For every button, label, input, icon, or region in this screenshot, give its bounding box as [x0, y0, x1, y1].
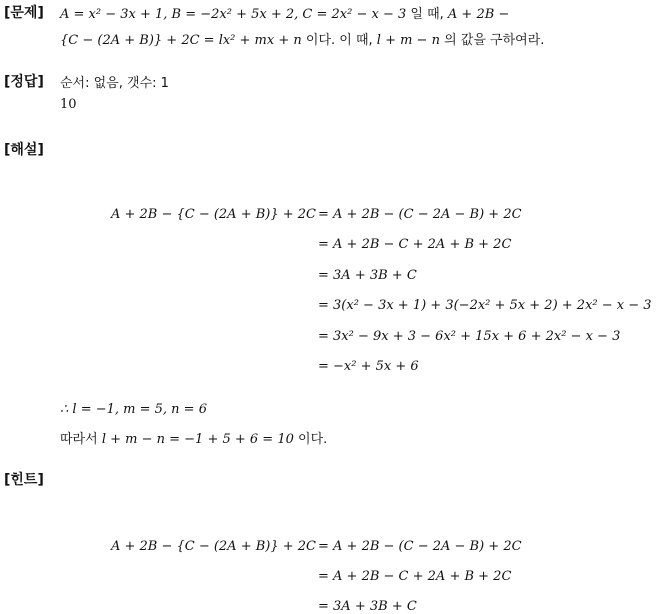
solution-lhs: A + 2B − {C − (2A + B)} + 2C	[110, 207, 316, 222]
problem-target-expression: l + m − n	[376, 33, 440, 48]
problem-line-1	[60, 3, 509, 22]
problem-connector-text: 일 때,	[406, 7, 448, 22]
hint-step: = A + 2B − (C − 2A − B) + 2C	[318, 539, 522, 554]
hint-step: = 3A + 3B + C	[318, 599, 417, 614]
solution-step: = −x² + 5x + 6	[318, 359, 419, 374]
problem-expression-start: A + 2B −	[447, 7, 510, 22]
solution-step: = 3x² − 9x + 3 − 6x² + 15x + 6 + 2x² − x − 3	[318, 329, 621, 344]
solution-step: = A + 2B − (C − 2A − B) + 2C	[318, 207, 522, 222]
solution-step: = 3(x² − 3x + 1) + 3(−2x² + 5x + 2) + 2x² − x − 3	[318, 298, 652, 313]
answer-label: [정답]	[4, 74, 44, 90]
conclusion-suffix: 이다.	[293, 432, 328, 447]
problem-given-expressions: A = x² − 3x + 1, B = −2x² + 5x + 2, C = 2x² − x − 3	[60, 7, 407, 22]
solution-step: = 3A + 3B + C	[318, 268, 417, 283]
problem-equation: {C − (2A + B)} + 2C = lx² + mx + n	[60, 33, 302, 48]
problem-question-text: 의 값을 구하여라.	[439, 33, 545, 48]
problem-label: [문제]	[4, 5, 44, 21]
solution-step: = A + 2B − C + 2A + B + 2C	[318, 237, 512, 252]
problem-text: 이다. 이 때,	[301, 33, 377, 48]
conclusion-equation: l + m − n = −1 + 5 + 6 = 10	[101, 432, 294, 447]
solution-label: [해설]	[4, 142, 44, 158]
hint-label: [힌트]	[4, 472, 44, 488]
conclusion-prefix: 따라서	[60, 432, 102, 447]
answer-order-count: 순서: 없음, 갯수: 1	[60, 76, 169, 91]
hint-lhs: A + 2B − {C − (2A + B)} + 2C	[110, 539, 316, 554]
answer-value: 10	[60, 97, 77, 112]
problem-line-2	[60, 29, 544, 48]
solution-therefore: ∴ l = −1, m = 5, n = 6	[60, 402, 207, 417]
solution-conclusion	[60, 428, 327, 447]
hint-step: = A + 2B − C + 2A + B + 2C	[318, 569, 512, 584]
